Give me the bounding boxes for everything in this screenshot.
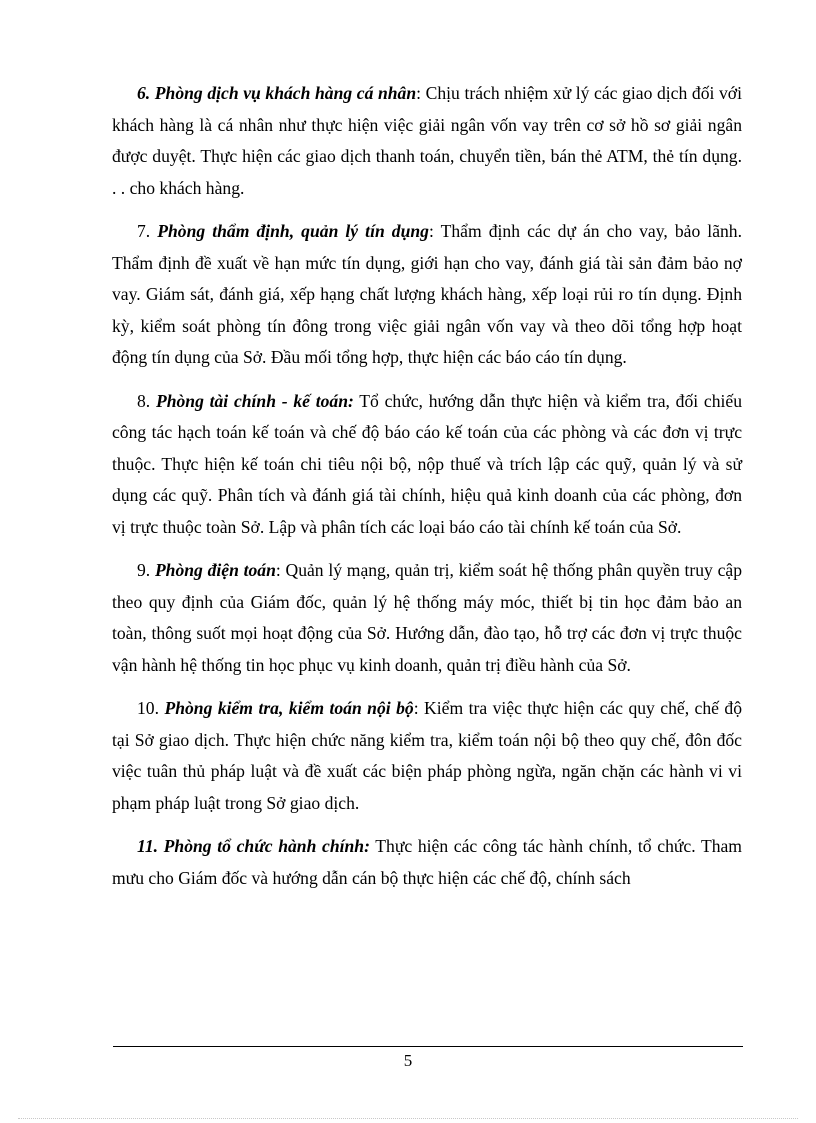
paragraph-11 [112, 831, 742, 894]
paragraph-text: : Thẩm định các dự án cho vay, bảo lãnh. Thẩm định đề xuất về hạn mức tín dụng, giới hạn cho vay, đánh giá tài sản đảm bảo nợ vay. Giám sát, đánh giá, xếp hạng chất lượng khách hàng, xếp loại rủi ro tín dụng. Định kỳ, kiểm soát phòng tín đông trong việc giải ngân vốn vay và theo dõi tổng hợp hoạt động tín dụng của Sở. Đầu mối tổng hợp, thực hiện các báo cáo tín dụng. [112, 221, 742, 367]
page-number: 5 [403, 1051, 413, 1070]
page-edge-divider [18, 1118, 798, 1119]
paragraph-7 [112, 216, 742, 374]
paragraph-heading: Phòng điện toán [154, 560, 276, 580]
document-body [112, 78, 742, 906]
paragraph-text: Thực hiện các công tác hành chính, tổ chức. Tham mưu cho Giám đốc và hướng dẫn cán bộ thực hiện các chế độ, chính sách [112, 836, 742, 888]
paragraph-number: 7. [137, 221, 158, 241]
paragraph-text: : Quản lý mạng, quản trị, kiểm soát hệ thống phân quyền truy cập theo quy định của Giám đốc, quản lý hệ thống máy móc, thiết bị tin học đảm bảo an toàn, thông suốt mọi hoạt động của Sở. Hướng dẫn, đào tạo, hỗ trợ các đơn vị trực thuộc vận hành hệ thống tin học phục vụ kinh doanh, quản trị điều hành của Sở. [112, 560, 743, 675]
paragraph-heading: Phòng kiểm tra, kiểm toán nội bộ [164, 698, 414, 718]
footer-rule [113, 1046, 743, 1047]
paragraph-heading: 11. Phòng tổ chức hành chính: [137, 836, 370, 856]
paragraph-heading: Phòng tài chính - kế toán: [155, 390, 354, 411]
paragraph-number: 9. [137, 560, 155, 580]
paragraph-8 [112, 386, 742, 544]
paragraph-text: : Kiểm tra việc thực hiện các quy chế, chế độ tại Sở giao dịch. Thực hiện chức năng kiểm tra, kiểm toán nội bộ theo quy chế, đôn đốc việc tuân thủ pháp luật và đề xuất các biện pháp phòng ngừa, ngăn chặn các hành vi vi phạm pháp luật trong Sở giao dịch. [112, 698, 743, 813]
paragraph-6 [112, 78, 742, 204]
paragraph-heading: Phòng thẩm định, quản lý tín dụng [157, 221, 429, 241]
paragraph-number: 8. [137, 390, 156, 411]
paragraph-number: 10. [137, 698, 165, 718]
paragraph-10 [112, 693, 742, 819]
paragraph-text: Tổ chức, hướng dẫn thực hiện và kiểm tra, đối chiếu công tác hạch toán kế toán và chế độ báo cáo kế toán của các phòng và các đơn vị trực thuộc. Thực hiện kế toán chi tiêu nội bộ, nộp thuế và trích lập các quỹ, quản lý và sử dụng các quỹ. Phân tích và đánh giá tài chính, hiệu quả kinh doanh của các phòng, đơn vị trực thuộc toàn Sở. Lập và phân tích các loại báo cáo tài chính kế toán của Sở. [112, 390, 743, 537]
paragraph-text: : Chịu trách nhiệm xử lý các giao dịch đối với khách hàng là cá nhân như thực hiện việc giải ngân vốn vay trên cơ sở hồ sơ giải ngân được duyệt. Thực hiện các giao dịch thanh toán, chuyển tiền, bán thẻ ATM, thẻ tín dụng. . . cho khách hàng. [112, 83, 742, 198]
paragraph-9 [112, 555, 742, 681]
paragraph-heading: 6. Phòng dịch vụ khách hàng cá nhân [137, 83, 417, 103]
